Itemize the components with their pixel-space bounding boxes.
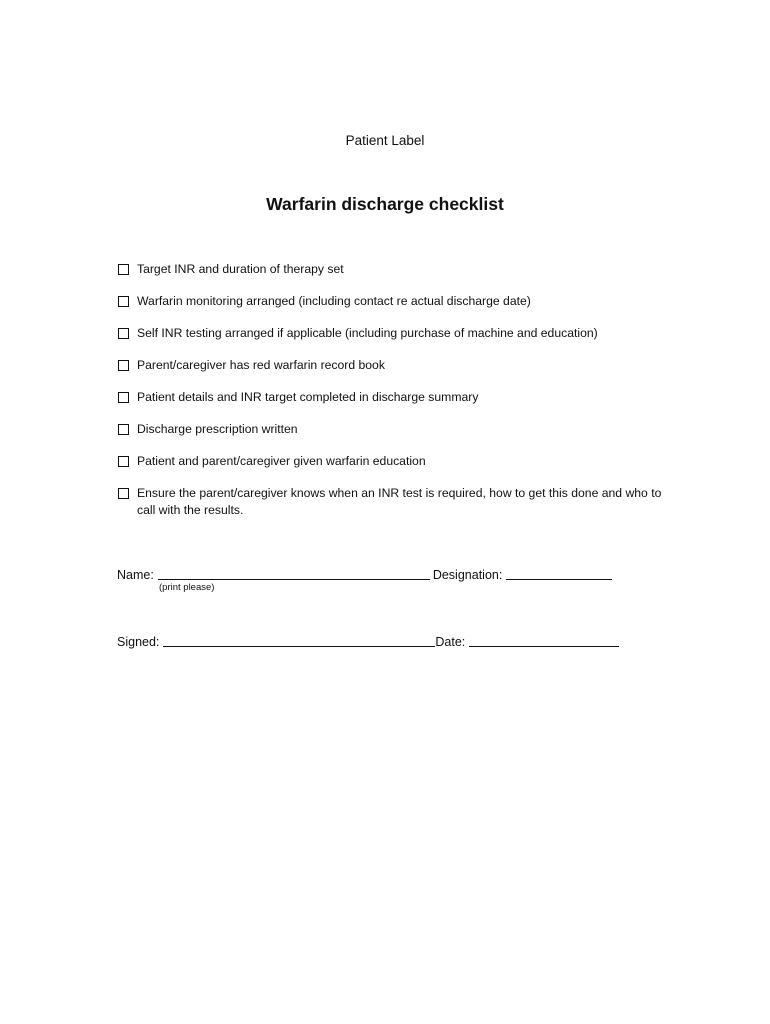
checkbox[interactable] — [118, 328, 129, 339]
checkbox[interactable] — [118, 488, 129, 499]
checkbox[interactable] — [118, 424, 129, 435]
print-please-note: (print please) — [159, 582, 215, 593]
checklist-item — [118, 389, 678, 406]
name-field[interactable] — [158, 567, 430, 580]
checklist-item — [118, 357, 678, 374]
page-title: Warfarin discharge checklist — [266, 194, 504, 214]
checklist-item — [118, 293, 678, 310]
checklist-item — [118, 485, 678, 519]
patient-label: Patient Label — [345, 133, 425, 148]
checkbox[interactable] — [118, 296, 129, 307]
signature-field[interactable] — [163, 634, 435, 647]
name-row — [117, 567, 615, 582]
checkbox[interactable] — [118, 392, 129, 403]
checklist-item-label: Discharge prescription written — [137, 422, 298, 436]
checklist-item-label: Parent/caregiver has red warfarin record book — [137, 358, 385, 372]
date-label: Date: — [435, 635, 466, 649]
checklist-item — [118, 421, 678, 438]
checklist-item-label: Ensure the parent/caregiver knows when an INR test is required, how to get this done and who to call with the results. — [137, 486, 662, 517]
checklist-item-label: Patient and parent/caregiver given warfarin education — [137, 454, 426, 468]
checklist-item-label: Patient details and INR target completed in discharge summary — [137, 390, 479, 404]
signed-row — [117, 634, 622, 649]
name-label: Name: — [117, 568, 154, 582]
checklist-item-label: Warfarin monitoring arranged (including contact re actual discharge date) — [137, 294, 531, 308]
checklist-item-label: Self INR testing arranged if applicable (including purchase of machine and education) — [137, 326, 598, 340]
checklist-item-label: Target INR and duration of therapy set — [137, 262, 344, 276]
checkbox[interactable] — [118, 360, 129, 371]
designation-field[interactable] — [506, 567, 612, 580]
date-field[interactable] — [469, 634, 619, 647]
checkbox[interactable] — [118, 264, 129, 275]
checklist — [118, 261, 678, 534]
signed-label: Signed: — [117, 635, 160, 649]
checkbox[interactable] — [118, 456, 129, 467]
designation-label: Designation: — [432, 568, 503, 582]
checklist-item — [118, 325, 678, 342]
checklist-item — [118, 453, 678, 470]
checklist-item — [118, 261, 678, 278]
